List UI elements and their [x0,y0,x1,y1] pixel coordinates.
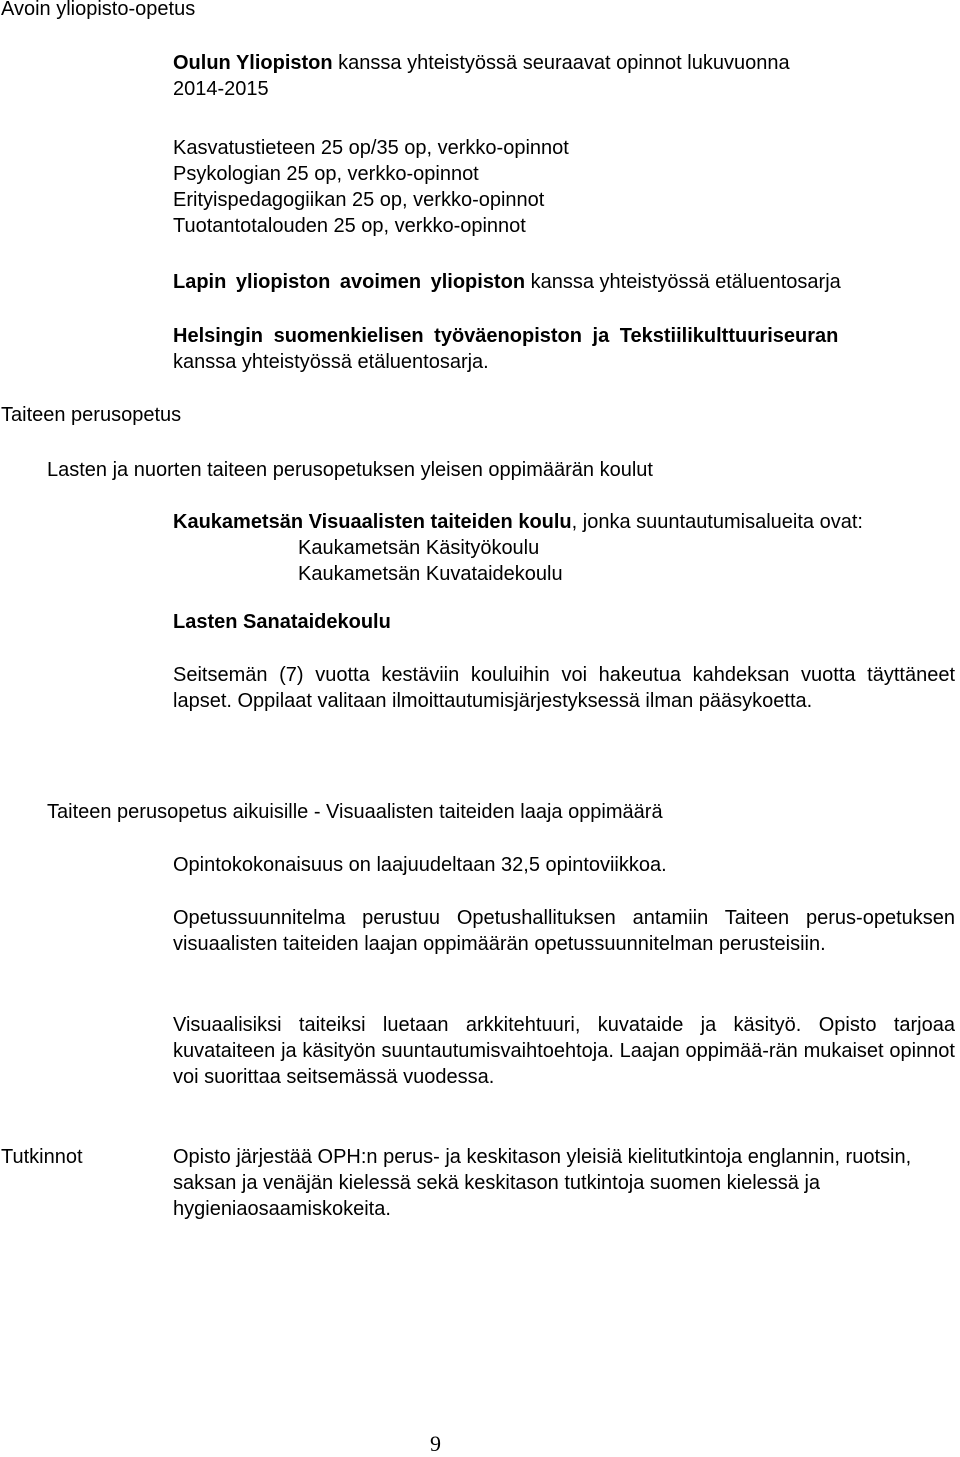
oulu-university-name: Oulun Yliopiston [173,52,333,74]
lappi-text: kanssa yhteistyössä etäluentosarja [525,271,841,293]
aikuiset-paragraph-3: Visuaalisiksi taiteiksi luetaan arkkitehtuuri, kuvataide ja käsityö. Opisto tarjoaa kuvataiteen ja käsityön suuntautumisvaihtoehtoja. Laajan oppimää-rän mukaiset opinnot voi suorittaa seitsemässä vuodessa. [173,1014,955,1088]
course-item: Tuotantotalouden 25 op, verkko-opinnot [173,215,526,237]
helsinki-partners: Helsingin suomenkielisen työväenopiston ja Tekstiilikulttuuriseuran [173,325,839,347]
oulu-year: 2014-2015 [173,78,269,100]
seitseman-paragraph: Seitsemän (7) vuotta kestäviin kouluihin voi hakeutua kahdeksan vuotta täyttäneet lapset. Oppilaat valitaan ilmoittautumisjärjestyksessä ilman pääsykoetta. [173,664,955,712]
kaukametsa-subschool: Kaukametsän Käsityökoulu [298,537,540,559]
section-heading-taiteen: Taiteen perusopetus [1,404,182,426]
taiteen-subheading: Lasten ja nuorten taiteen perusopetuksen yleisen oppimäärän koulut [47,459,653,481]
aikuiset-heading: Taiteen perusopetus aikuisille - Visuaalisten taiteiden laaja oppimäärä [47,801,663,823]
kaukametsa-text: , jonka suuntautumisalueita ovat: [571,511,863,533]
oulu-intro-text: kanssa yhteistyössä seuraavat opinnot lukuvuonna [332,52,790,74]
course-item: Kasvatustieteen 25 op/35 op, verkko-opinnot [173,137,569,159]
page-number: 9 [430,1431,441,1456]
course-item: Erityispedagogiikan 25 op, verkko-opinnot [173,189,545,211]
lappi-university-name: Lapin yliopiston avoimen yliopiston [173,271,526,293]
sanataidekoulu-heading: Lasten Sanataidekoulu [173,611,391,633]
tutkinnot-label: Tutkinnot [1,1146,83,1168]
course-list [173,135,953,239]
kaukametsa-school-name: Kaukametsän Visuaalisten taiteiden koulu [173,511,572,533]
helsinki-text: kanssa yhteistyössä etäluentosarja. [173,351,489,373]
kaukametsa-block [173,509,955,587]
helsinki-paragraph [173,323,955,375]
kaukametsa-subschool: Kaukametsän Kuvataidekoulu [298,563,563,585]
course-item: Psykologian 25 op, verkko-opinnot [173,163,479,185]
tutkinnot-text: Opisto järjestää OPH:n perus- ja keskitason yleisiä kielitutkintoja englannin, ruotsin, saksan ja venäjän kielessä sekä keskitason tutkintoja suomen kielessä ja hygieniaosaamiskokeita. [173,1146,912,1220]
lappi-paragraph [173,269,841,295]
aikuiset-paragraph-1: Opintokokonaisuus on laajuudeltaan 32,5 opintoviikkoa. [173,854,667,876]
aikuiset-paragraph-2: Opetussuunnitelma perustuu Opetushallituksen antamiin Taiteen perus-opetuksen visuaalisten taiteiden laajan oppimäärän opetussuunnitelman perusteisiin. [173,907,955,955]
section-heading-avoin: Avoin yliopisto-opetus [1,0,196,20]
oulu-paragraph [173,50,953,102]
